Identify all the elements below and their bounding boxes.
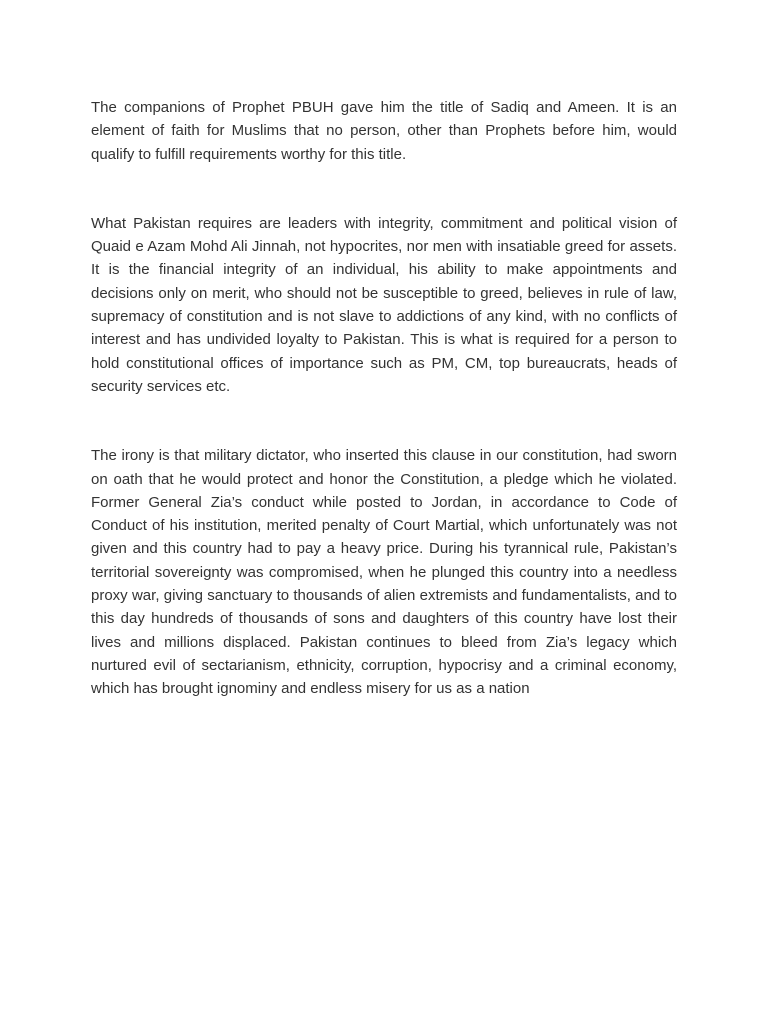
document-body xyxy=(91,96,677,701)
paragraph-2: What Pakistan requires are leaders with integrity, commitment and political vision of Quaid e Azam Mohd Ali Jinnah, not hypocrites, nor men with insatiable greed for assets. It is the financial integrity of an individual, his ability to make appointments and decisions only on merit, who should not be susceptible to greed, believes in rule of law, supremacy of constitution and is not slave to addictions of any kind, with no conflicts of interest and has undivided loyalty to Pakistan. This is what is required for a person to hold constitutional offices of importance such as PM, CM, top bureaucrats, heads of security services etc. xyxy=(91,214,677,395)
paragraph-1: The companions of Prophet PBUH gave him the title of Sadiq and Ameen. It is an element of faith for Muslims that no person, other than Prophets before him, would qualify to fulfill requirements worthy for this title. xyxy=(91,99,677,163)
paragraph-3: The irony is that military dictator, who inserted this clause in our constitution, had sworn on oath that he would protect and honor the Constitution, a pledge which he violated. Former General Zia’s conduct while posted to Jordan, in accordance to Code of Conduct of his institution, merited penalty of Court Martial, which unfortunately was not given and this country had to pay a heavy price. During his tyrannical rule, Pakistan’s territorial sovereignty was compromised, when he plunged this country into a needless proxy war, giving sanctuary to thousands of alien extremists and fundamentalists, and to this day hundreds of thousands of sons and daughters of this country have lost their lives and millions displaced. Pakistan continues to bleed from Zia’s legacy which nurtured evil of sectarianism, ethnicity, corruption, hypocrisy and a criminal economy, which has brought ignominy and endless misery for us as a nation xyxy=(91,447,677,698)
